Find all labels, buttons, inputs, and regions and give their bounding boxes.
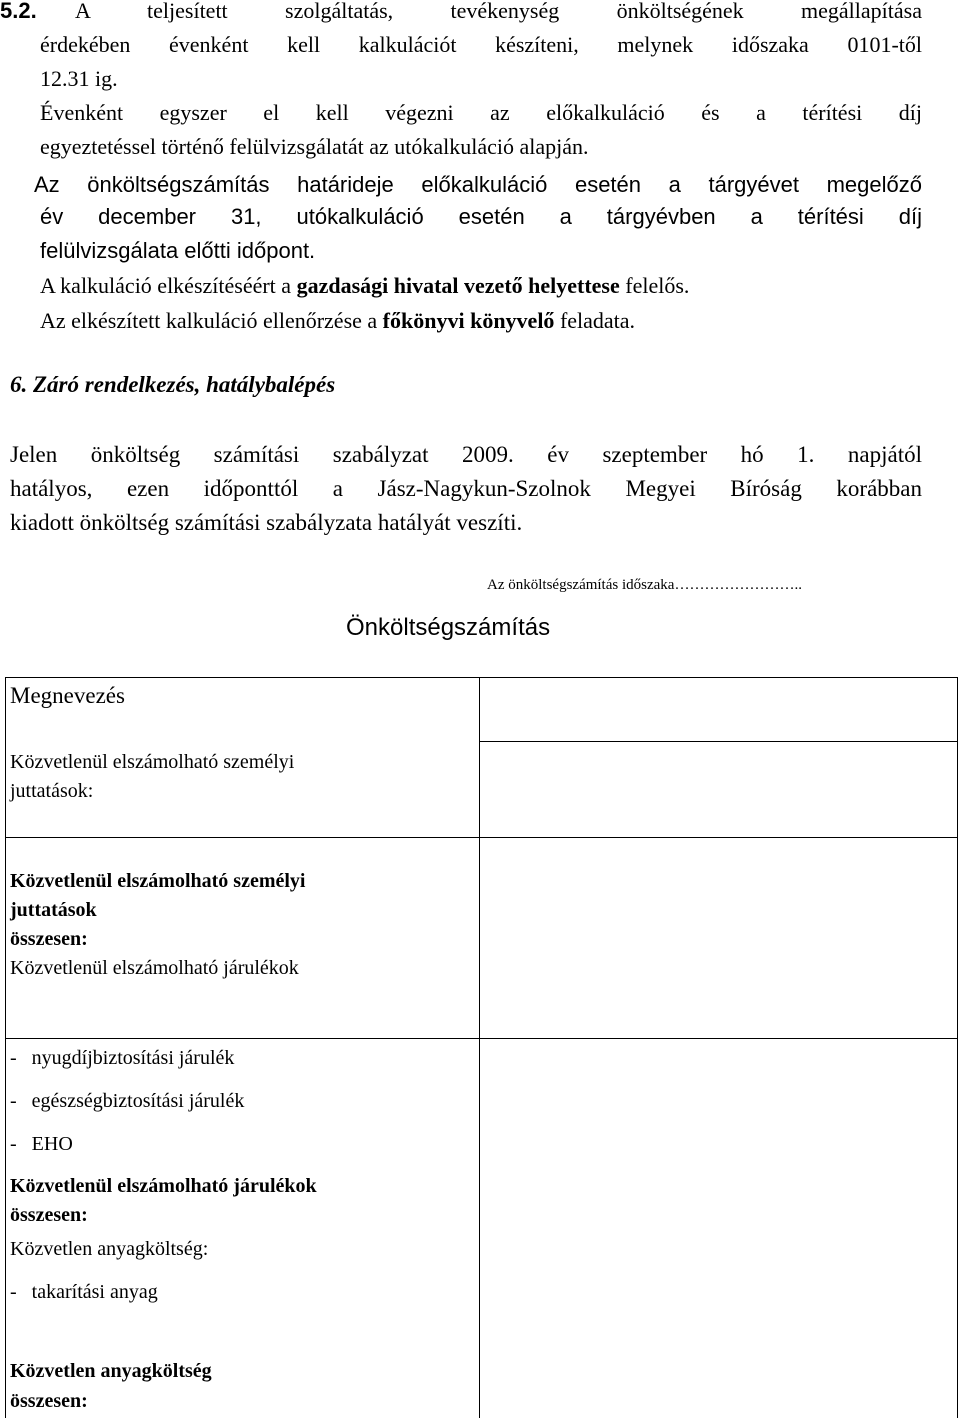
section-number: 5.2. <box>0 0 37 23</box>
paragraph-line: A teljesített szolgáltatás, tevékenység önköltségének megállapítása <box>75 0 922 23</box>
row-egeszseg: - egészségbiztosítási járulék <box>10 1090 245 1112</box>
row-jarulekok-osszesen: összesen: <box>10 1204 88 1226</box>
row-jarulekok-osszesen: Közvetlenül elszámolható járulékok <box>10 1175 317 1197</box>
row-megnevezes: Megnevezés <box>10 683 125 708</box>
row-takaritasi: - takarítási anyag <box>10 1281 158 1303</box>
row-anyag-osszesen: Közvetlen anyagköltség <box>10 1360 212 1382</box>
form-title: Önköltségszámítás <box>346 614 551 641</box>
text: felelős. <box>619 273 690 298</box>
row-nyugdij: - nyugdíjbiztosítási járulék <box>10 1047 235 1069</box>
text: Az elkészített kalkuláció ellenőrzése a <box>40 308 383 333</box>
row-szemelyi: Közvetlenül elszámolható személyi <box>10 751 295 773</box>
table-border-top <box>5 677 957 678</box>
row-anyag-osszesen: összesen: <box>10 1390 88 1412</box>
text: A kalkuláció elkészítéséért a <box>40 273 297 298</box>
row-jarulekok: Közvetlenül elszámolható járulékok <box>10 957 299 979</box>
paragraph-line: érdekében évenként kell kalkulációt készíteni, melynek időszaka 0101-től <box>40 32 922 57</box>
paragraph-line: felülvizsgálata előtti időpont. <box>40 238 316 263</box>
paragraph-line: 12.31 ig. <box>40 66 118 91</box>
section-heading: 6. Záró rendelkezés, hatálybalépés <box>10 372 336 397</box>
responsibility-line <box>40 269 689 303</box>
table-rule <box>5 837 957 838</box>
text: feladata. <box>554 308 636 333</box>
paragraph-line: Évenként egyszer el kell végezni az előkalkuláció és a térítési díj <box>40 100 922 125</box>
paragraph-line: év december 31, utókalkuláció esetén a tárgyévben a térítési díj <box>40 204 922 229</box>
period-label: Az önköltségszámítás időszaka…………………….. <box>487 577 802 593</box>
paragraph-line: Jelen önköltség számítási szabályzat 2009. év szeptember hó 1. napjától <box>10 442 922 467</box>
row-anyag: Közvetlen anyagköltség: <box>10 1238 209 1260</box>
responsible-person: gazdasági hivatal vezető helyettese <box>296 273 620 298</box>
row-szemelyi-osszesen: Közvetlenül elszámolható személyi <box>10 870 306 892</box>
paragraph-line: Az önköltségszámítás határideje előkalkuláció esetén a tárgyévet megelőző <box>34 172 922 197</box>
table-border-right <box>957 677 958 1418</box>
paragraph-line: kiadott önköltség számítási szabályzata hatályát veszíti. <box>10 510 523 535</box>
paragraph-line: hatályos, ezen időponttól a Jász-Nagykun-Szolnok Megyei Bíróság korábban <box>10 476 922 501</box>
table-column-divider <box>479 677 480 1418</box>
responsibility-line <box>40 304 635 338</box>
responsible-person: főkönyvi könyvelő <box>382 308 555 333</box>
table-rule <box>5 1038 957 1039</box>
row-szemelyi-osszesen: juttatások <box>10 899 97 921</box>
row-eho: - EHO <box>10 1133 73 1155</box>
table-border-left <box>5 677 6 1418</box>
paragraph-line: egyeztetéssel történő felülvizsgálatát az utókalkuláció alapján. <box>40 134 589 159</box>
row-szemelyi-osszesen: összesen: <box>10 928 88 950</box>
table-rule <box>479 741 957 742</box>
row-szemelyi: juttatások: <box>10 780 94 802</box>
